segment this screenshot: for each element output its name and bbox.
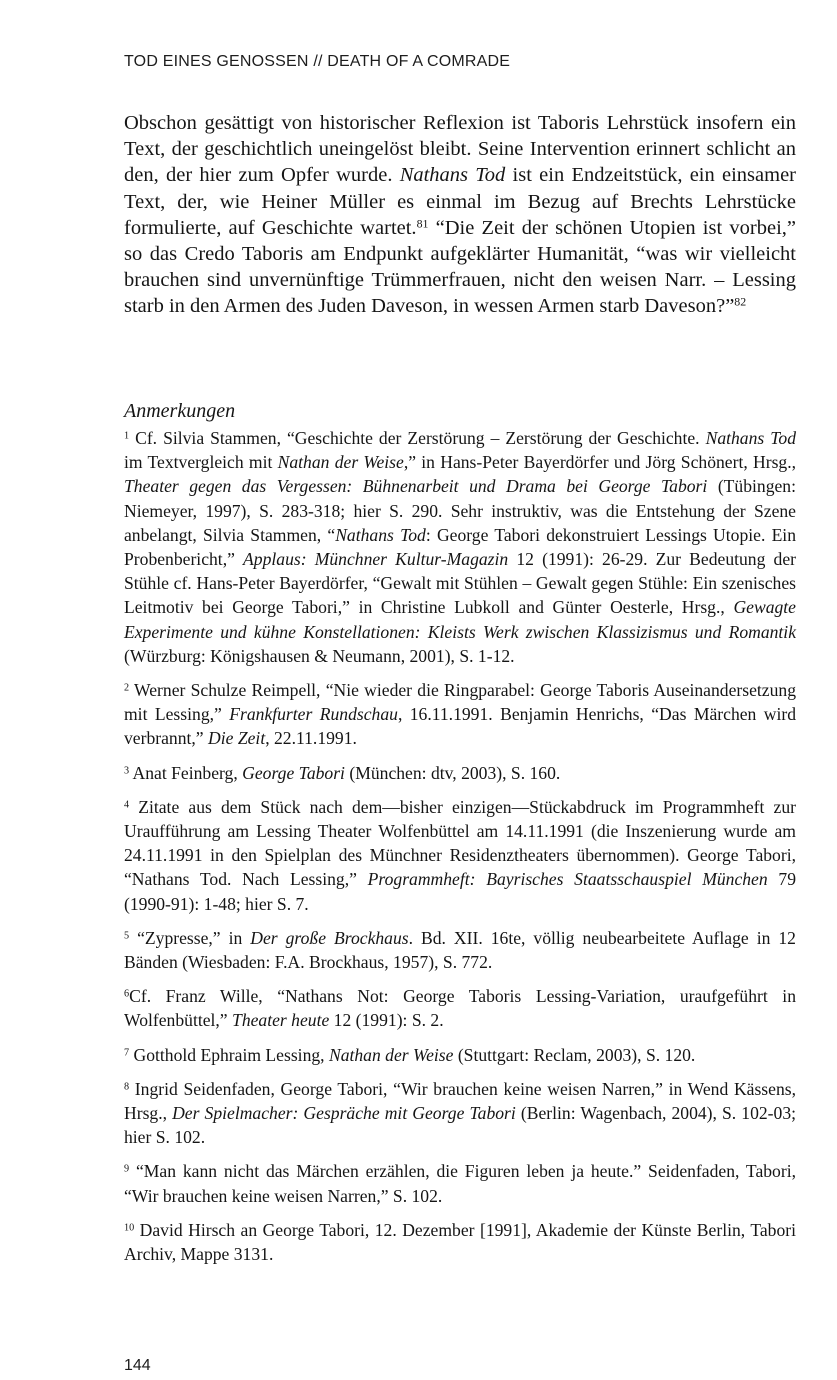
footnote-number: 8 <box>124 1081 130 1093</box>
text-run: 12 (1991): 26-29. Zur Bedeutung der Stühle cf. Hans-Peter Bayerdörfer, “Gewalt mit Stühlen – Gewalt gegen Stühle: Ein szenisches Leitmotiv bei George Tabori,” in Christine Lubkoll and Günter Oesterle, Hrsg., <box>124 549 797 618</box>
text-run: (Stuttgart: Reclam, 2003), S. 120. <box>453 1044 696 1065</box>
footnote-4 <box>124 795 796 916</box>
text-run: Obschon gesättigt von historischer Reflexion ist Taboris Lehrstück insofern ein Text, der geschichtlich uneingelöst bleibt. Seine Intervention erinnert schlicht an den, der hier zum Opfer wurde. <box>124 112 796 187</box>
title-italic: Nathans Tod <box>705 428 796 448</box>
title-italic: Frankfurter Rundschau <box>229 704 398 725</box>
footnote-number: 9 <box>124 1163 130 1175</box>
footnote-number: 6 <box>124 988 130 1000</box>
title-italic: Die Zeit <box>208 728 266 749</box>
footnote-10 <box>124 1218 796 1266</box>
title-italic: Nathans Tod <box>399 164 506 187</box>
text-run: David Hirsch an George Tabori, 12. Dezember [1991], Akademie der Künste Berlin, Tabori Archiv, Mappe 3131. <box>124 1219 796 1265</box>
title-italic: Nathan der Weise <box>277 452 404 473</box>
footnote-6 <box>124 984 796 1032</box>
text-run: “Man kann nicht das Märchen erzählen, die Figuren leben ja heute.” Seidenfaden, Tabori, “Wir brauchen keine weisen Narren,” S. 102. <box>124 1161 796 1206</box>
text-run: “Zypresse,” in <box>129 927 251 948</box>
footnote-number: 10 <box>124 1222 135 1234</box>
footnote-3 <box>124 761 796 785</box>
footnote-number: 4 <box>124 799 130 811</box>
text-run: ,” in Hans-Peter Bayerdörfer und Jörg Schönert, Hrsg., <box>403 452 797 473</box>
title-italic: George Tabori <box>242 762 345 783</box>
footnote-1 <box>124 426 796 668</box>
page-number: 144 <box>124 1357 151 1374</box>
running-head: TOD EINES GENOSSEN // DEATH OF A COMRADE <box>124 53 511 70</box>
footnote-5 <box>124 926 796 974</box>
body-paragraph <box>124 110 796 320</box>
footnote-number: 3 <box>124 765 130 777</box>
text-run: Zitate aus dem Stück nach dem—bisher einzigen—Stückabdruck im Programmheft zur Uraufführung am Lessing Theater Wolfenbüttel am 14.11.1991 (die Inszenierung wurde am 24.11.1991 in den Spielplan des Münchner Residenztheaters übernommen). George Tabori, “Nathans Tod. Nach Lessing,” <box>124 796 796 890</box>
text-run: im Textvergleich mit <box>124 452 278 473</box>
footnote-ref: 82 <box>734 294 747 309</box>
text-run: (Würzburg: Königshausen & Neumann, 2001), S. 1-12. <box>124 645 515 666</box>
title-italic: Der große Brockhaus <box>250 927 409 948</box>
title-italic: Nathans Tod <box>335 524 426 545</box>
text-run: , 22.11.1991. <box>265 728 357 749</box>
text-run: : George Tabori dekonstruiert Lessings Utopie. Ein Probenbericht,” <box>124 524 796 570</box>
footnote-2 <box>124 678 796 751</box>
text-run: 12 (1991): S. 2. <box>329 1010 444 1031</box>
text-run: Gotthold Ephraim Lessing, <box>129 1044 329 1065</box>
text-run: 79 (1990-91): 1-48; hier S. 7. <box>124 869 797 914</box>
text-run: . Bd. XII. 16te, völlig neubearbeitete Auflage in 12 Bänden (Wiesbaden: F.A. Brockhaus, 1957), S. 772. <box>124 927 796 973</box>
title-italic: Theater gegen das Vergessen: Bühnenarbeit und Drama bei George Tabori <box>124 476 708 497</box>
text-run: Anat Feinberg, <box>129 762 243 783</box>
footnote-number: 2 <box>124 682 130 694</box>
footnote-9 <box>124 1159 796 1207</box>
footnote-7 <box>124 1043 796 1067</box>
text-run: ist ein Endzeitstück, ein einsamer Text, der, wie Heiner Müller es einmal im Bezug auf Brechts Lehrstücke formulierte, auf Geschichte wartet. <box>124 164 796 239</box>
title-italic: Programmheft: Bayrisches Staatsschauspiel München <box>367 869 768 890</box>
title-italic: Der Spielmacher: Gespräche mit George Tabori <box>172 1103 516 1124</box>
text-run: Cf. Franz Wille, “Nathans Not: George Taboris Lessing-Variation, uraufgeführt in Wolfenbüttel,” <box>124 986 796 1031</box>
footnotes-list <box>124 426 796 1276</box>
text-run: Cf. Silvia Stammen, “Geschichte der Zerstörung – Zerstörung der Geschichte. <box>129 428 706 448</box>
text-run: Werner Schulze Reimpell, “Nie wieder die Ringparabel: George Taboris Auseinandersetzung mit Lessing,” <box>124 680 796 725</box>
footnote-number: 1 <box>124 430 130 442</box>
text-run: (Berlin: Wagenbach, 2004), S. 102-03; hier S. 102. <box>124 1103 797 1148</box>
notes-heading: Anmerkungen <box>124 400 236 422</box>
text-run: Ingrid Seidenfaden, George Tabori, “Wir brauchen keine weisen Narren,” in Wend Kässens, Hrsg., <box>124 1078 796 1124</box>
title-italic: Theater heute <box>232 1010 330 1031</box>
title-italic: Gewagte Experimente und kühne Konstellationen: Kleists Werk zwischen Klassizismus und Romantik <box>124 597 796 642</box>
title-italic: Applaus: Münchner Kultur-Magazin <box>243 549 509 570</box>
text-run: (München: dtv, 2003), S. 160. <box>344 762 561 783</box>
footnote-number: 7 <box>124 1047 130 1059</box>
text-run: “Die Zeit der schönen Utopien ist vorbei,” so das Credo Taboris am Endpunkt aufgeklärter Humanität, “was wir vielleicht brauchen sind unvernünftige Trümmerfrauen, nicht den weisen Narr. – Lessing starb in den Armen des Juden Daveson, in wessen Armen starb Daveson?” <box>124 216 796 318</box>
text-run: (Tübingen: Niemeyer, 1997), S. 283-318; hier S. 290. Sehr instruktiv, was die Entstehung der Szene anbelangt, Silvia Stammen, “ <box>124 476 796 545</box>
footnote-number: 5 <box>124 930 130 942</box>
footnote-ref: 81 <box>416 216 429 231</box>
text-run: , 16.11.1991. Benjamin Henrichs, “Das Märchen wird verbrannt,” <box>124 704 797 749</box>
footnote-8 <box>124 1077 796 1150</box>
title-italic: Nathan der Weise <box>328 1044 454 1065</box>
